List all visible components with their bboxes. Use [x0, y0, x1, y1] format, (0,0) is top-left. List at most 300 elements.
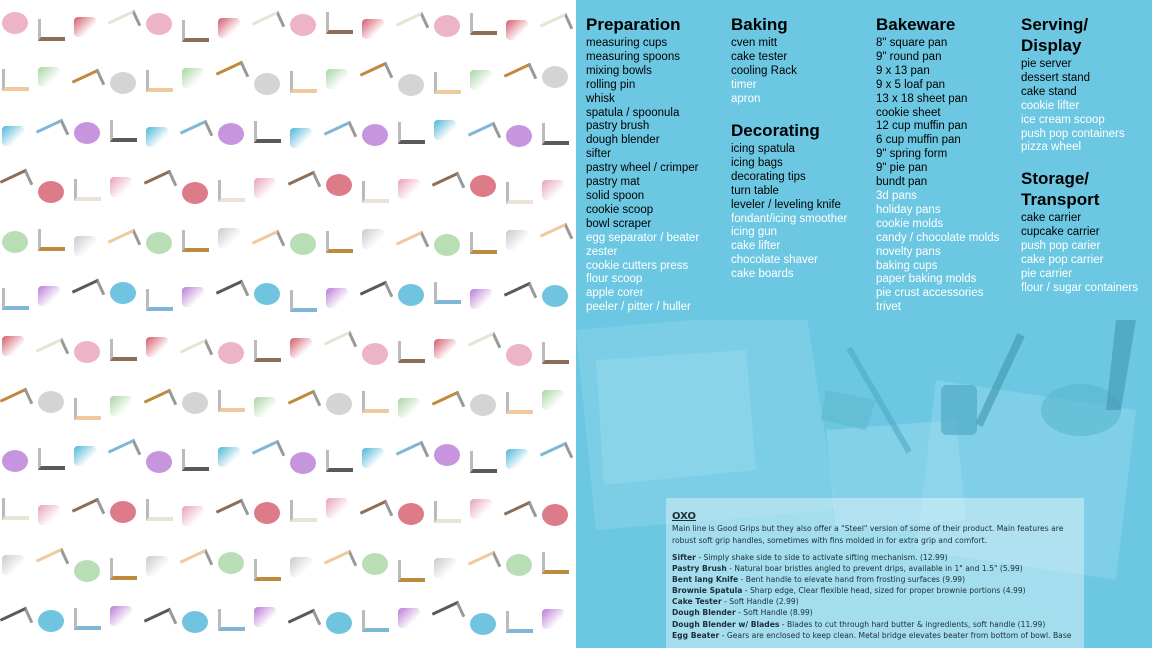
product-thumbnail: [362, 124, 388, 146]
oxo-intro: Main line is Good Grips but they also offer a "Steel" version of some of their product. Main features are robust soft grip handles, sometimes with fins molded in for extra grip and comfort.: [672, 524, 1064, 545]
oxo-item: [672, 552, 1084, 563]
category-item: cake tester: [731, 50, 788, 63]
product-thumbnail: [146, 232, 172, 254]
product-thumbnail: [254, 73, 280, 95]
category-title: Baking: [731, 15, 788, 34]
product-thumbnail: [38, 610, 64, 632]
product-thumbnail: [2, 498, 29, 520]
product-thumbnail: [108, 10, 141, 38]
oxo-item-desc: - Simply shake side to side to activate sifting mechanism. (12.99): [695, 553, 948, 562]
category-title: Serving/ Display: [1021, 15, 1089, 55]
product-row: [0, 324, 576, 378]
product-thumbnail: [542, 285, 568, 307]
category-item: solid spoon: [586, 189, 645, 202]
product-thumbnail: [180, 339, 213, 367]
category-item: pizza wheel: [1021, 141, 1082, 154]
product-thumbnail: [470, 13, 497, 35]
category-item: apron: [731, 92, 761, 105]
product-thumbnail: [290, 452, 316, 474]
product-thumbnail: [36, 119, 69, 147]
product-thumbnail: [110, 72, 136, 94]
product-thumbnail: [398, 503, 424, 525]
category-item: cookie cutters press: [586, 259, 689, 272]
category-item: cookie molds: [876, 217, 944, 230]
product-thumbnail: [504, 63, 537, 91]
category-item: measuring cups: [586, 37, 668, 49]
column-decorating: [731, 120, 847, 282]
category-item: cake stand: [1021, 85, 1077, 98]
category-item: icing gun: [731, 226, 778, 239]
category-list: [586, 37, 699, 315]
category-item: leveler / leveling knife: [731, 198, 841, 211]
product-thumbnail: [434, 15, 460, 37]
product-thumbnail: [434, 72, 461, 94]
product-thumbnail: [254, 178, 276, 198]
product-thumbnail: [506, 554, 532, 576]
scale-icon: [941, 385, 977, 435]
product-thumbnail: [506, 344, 532, 366]
product-thumbnail: [506, 230, 528, 250]
category-title: Preparation: [586, 15, 681, 34]
spatula-icon: [821, 390, 876, 430]
column-serving-display: [1021, 14, 1141, 155]
product-thumbnail: [542, 123, 569, 145]
product-row: [0, 540, 576, 594]
product-thumbnail: [74, 17, 96, 37]
category-title: Storage/ Transport: [1021, 169, 1100, 209]
product-thumbnail: [290, 71, 317, 93]
category-item: holiday pans: [876, 203, 941, 216]
category-item: baking cups: [876, 259, 938, 272]
product-thumbnail: [182, 392, 208, 414]
product-thumbnail: [2, 12, 28, 34]
product-row: [0, 54, 576, 108]
column-storage-transport: [1021, 168, 1146, 295]
brush-icon: [1106, 320, 1136, 410]
product-thumbnail: [38, 19, 65, 41]
category-item: timer: [731, 78, 757, 91]
product-thumbnail: [288, 390, 321, 418]
product-thumbnail: [398, 122, 425, 144]
product-thumbnail: [468, 122, 501, 150]
category-item: spatula / spoonula: [586, 106, 680, 119]
category-item: push pop carier: [1021, 239, 1101, 252]
product-thumbnail: [542, 609, 564, 629]
product-thumbnail: [0, 169, 33, 197]
oxo-item-desc: - Soft Handle (8.99): [735, 608, 813, 618]
product-row: [0, 162, 576, 216]
product-thumbnail: [218, 18, 240, 38]
category-item: pie crust accessories: [876, 287, 984, 300]
product-thumbnail: [360, 281, 393, 309]
product-thumbnail: [432, 172, 465, 200]
product-thumbnail: [2, 450, 28, 472]
product-thumbnail: [38, 181, 64, 203]
product-thumbnail: [290, 290, 317, 312]
product-thumbnail: [146, 289, 173, 311]
product-thumbnail: [326, 231, 353, 253]
category-item: cooling Rack: [731, 64, 797, 77]
product-thumbnail: [398, 179, 420, 199]
product-thumbnail: [74, 446, 96, 466]
product-thumbnail: [434, 234, 460, 256]
product-row: [0, 270, 576, 324]
product-thumbnail: [182, 287, 204, 307]
category-item: ice cream scoop: [1021, 113, 1105, 126]
product-thumbnail: [362, 448, 384, 468]
product-thumbnail: [290, 128, 312, 148]
product-thumbnail: [110, 606, 132, 626]
product-thumbnail: [398, 398, 420, 418]
product-row: [0, 594, 576, 648]
product-thumbnail: [2, 231, 28, 253]
product-thumbnail: [0, 388, 33, 416]
product-thumbnail: [362, 343, 388, 365]
category-item: 9" pie pan: [876, 162, 928, 175]
product-thumbnail: [324, 550, 357, 578]
product-thumbnail: [434, 501, 461, 523]
product-thumbnail: [146, 13, 172, 35]
product-thumbnail: [36, 338, 69, 366]
product-thumbnail: [182, 506, 204, 526]
product-thumbnail: [2, 69, 29, 91]
product-thumbnail: [0, 607, 33, 635]
category-item: pie carrier: [1021, 267, 1073, 280]
category-item: cookie lifter: [1021, 99, 1080, 112]
oxo-item-desc: - Soft Handle (2.99): [721, 597, 799, 607]
category-item: cven mitt: [731, 37, 778, 49]
product-thumbnail: [74, 179, 101, 201]
category-item: cake lifter: [731, 240, 781, 253]
product-thumbnail: [182, 449, 209, 471]
product-thumbnail: [72, 69, 105, 97]
column-preparation: [586, 14, 699, 315]
category-item: cookie scoop: [586, 203, 654, 216]
oxo-item-desc: - Blades to cut through hard butter & ingredients, soft handle (11.99): [779, 619, 1046, 629]
oxo-item: [672, 574, 1084, 585]
product-thumbnail: [362, 181, 389, 203]
product-thumbnail: [218, 123, 244, 145]
product-thumbnail: [324, 121, 357, 149]
category-item: whisk: [586, 92, 615, 105]
product-thumbnail: [182, 611, 208, 633]
oxo-item-desc: - Natural boar bristles angled to prevent drips, available in 1" and 1.5" (5.99): [726, 564, 1023, 574]
product-thumbnail: [362, 19, 384, 39]
product-thumbnail: [218, 552, 244, 574]
product-thumbnail: [108, 439, 141, 467]
product-thumbnail: [2, 555, 24, 575]
product-thumbnail: [360, 62, 393, 90]
product-thumbnail: [36, 548, 69, 576]
category-item: pastry wheel / crimper: [586, 162, 699, 175]
product-thumbnail: [396, 231, 429, 259]
category-item: rolling pin: [586, 78, 636, 91]
product-thumbnail: [398, 284, 424, 306]
product-thumbnail: [540, 13, 573, 41]
category-item: 9 x 5 loaf pan: [876, 78, 946, 91]
product-thumbnail: [182, 20, 209, 42]
category-item: flour scoop: [586, 273, 643, 286]
product-thumbnail: [290, 233, 316, 255]
product-row: [0, 216, 576, 270]
product-thumbnail: [146, 337, 168, 357]
oxo-item: [672, 607, 1084, 618]
product-thumbnail: [38, 286, 60, 306]
product-thumbnail: [38, 391, 64, 413]
product-thumbnail: [542, 504, 568, 526]
product-thumbnail: [432, 601, 465, 629]
product-thumbnail: [362, 610, 389, 632]
product-thumbnail: [542, 390, 564, 410]
product-thumbnail: [254, 559, 281, 581]
product-thumbnail: [362, 391, 389, 413]
product-thumbnail: [110, 339, 137, 361]
product-thumbnail: [110, 501, 136, 523]
oxo-item-desc: - Bent handle to elevate hand from frosting surfaces (9.99): [738, 575, 966, 585]
category-item: 13 x 18 sheet pan: [876, 92, 968, 105]
category-title: Bakeware: [876, 15, 956, 34]
product-thumbnail: [182, 230, 209, 252]
product-thumbnail: [254, 502, 280, 524]
product-thumbnail: [218, 180, 245, 202]
product-thumbnail: [146, 127, 168, 147]
product-thumbnail: [254, 397, 276, 417]
category-item: mixing bowls: [586, 64, 652, 77]
product-thumbnail: [72, 498, 105, 526]
category-item: push pop containers: [1021, 127, 1125, 140]
category-item: cake boards: [731, 268, 794, 281]
category-item: sifter: [586, 148, 611, 161]
product-thumbnail: [470, 394, 496, 416]
product-thumbnail: [216, 280, 249, 308]
product-thumbnail: [146, 556, 168, 576]
product-thumbnail: [398, 341, 425, 363]
category-item: 12 cup muffin pan: [876, 120, 968, 133]
product-thumbnail: [290, 500, 317, 522]
product-thumbnail: [38, 67, 60, 87]
oxo-title: OXO: [672, 511, 696, 522]
oxo-item-name: Dough Blender: [672, 608, 736, 618]
product-thumbnail: [326, 393, 352, 415]
product-thumbnail: [542, 66, 568, 88]
product-thumbnail: [470, 289, 492, 309]
product-thumbnail: [216, 499, 249, 527]
product-thumbnail: [290, 338, 312, 358]
oxo-item-name: Sifter: [672, 553, 696, 562]
oxo-item-name: Cake Tester: [672, 597, 722, 607]
product-thumbnail: [326, 498, 348, 518]
product-thumbnail: [434, 120, 456, 140]
product-thumbnail: [2, 288, 29, 310]
product-thumbnail: [254, 340, 281, 362]
category-list: [1021, 212, 1146, 295]
category-item: 9 x 13 pan: [876, 64, 930, 77]
product-thumbnail: [290, 14, 316, 36]
product-thumbnail: [74, 122, 100, 144]
oxo-item: [672, 563, 1084, 574]
product-thumbnail: [38, 505, 60, 525]
product-thumbnail: [506, 20, 528, 40]
category-item: bundt pan: [876, 176, 928, 189]
category-panel: [576, 0, 1152, 648]
product-row: [0, 108, 576, 162]
category-item: zester: [586, 245, 618, 258]
category-item: paper baking molds: [876, 273, 977, 286]
product-thumbnail: [288, 171, 321, 199]
category-item: cake carrier: [1021, 212, 1082, 224]
product-thumbnail: [470, 232, 497, 254]
category-item: pastry mat: [586, 176, 640, 189]
product-row: [0, 486, 576, 540]
product-thumbnail: [254, 121, 281, 143]
category-title: Decorating: [731, 121, 820, 140]
oxo-item-list: [672, 552, 1084, 641]
product-thumbnail: [182, 182, 208, 204]
category-item: decorating tips: [731, 170, 806, 183]
product-thumbnail: [218, 390, 245, 412]
product-thumbnail: [72, 279, 105, 307]
product-thumbnail: [326, 612, 352, 634]
product-thumbnail: [218, 342, 244, 364]
category-item: 9" spring form: [876, 148, 948, 161]
oxo-item: [672, 596, 1084, 607]
product-thumbnail: [326, 174, 352, 196]
product-thumbnail: [470, 175, 496, 197]
document-sheet: [596, 350, 756, 485]
column-bakeware: [876, 14, 999, 315]
product-thumbnail: [252, 11, 285, 39]
category-item: icing spatula: [731, 143, 795, 155]
product-thumbnail: [252, 440, 285, 468]
product-thumbnail: [470, 499, 492, 519]
oxo-item-name: Bent lang Knife: [672, 575, 739, 585]
oxo-item: [672, 630, 1084, 641]
product-thumbnail: [74, 398, 101, 420]
category-list: [731, 37, 797, 107]
category-item: measuring spoons: [586, 50, 680, 63]
product-thumbnail: [110, 396, 132, 416]
product-thumbnail: [506, 449, 528, 469]
category-item: dessert stand: [1021, 71, 1091, 84]
product-thumbnail: [110, 177, 132, 197]
category-item: 8" square pan: [876, 37, 948, 49]
product-thumbnail: [540, 223, 573, 251]
oxo-notes: [672, 511, 1084, 641]
product-thumbnail: [324, 331, 357, 359]
oxo-item-desc: - Sharp edge, Clear flexible head, sized for proper brownie portions (4.99): [742, 586, 1026, 596]
product-thumbnail: [468, 332, 501, 360]
product-thumbnail: [434, 558, 456, 578]
product-thumbnail: [542, 552, 569, 574]
oxo-item: [672, 585, 1084, 596]
product-thumbnail: [146, 499, 173, 521]
product-thumbnail: [362, 229, 384, 249]
product-thumbnail: [506, 182, 533, 204]
product-thumbnail: [146, 70, 173, 92]
category-item: pastry brush: [586, 120, 650, 133]
product-thumbnail: [38, 229, 65, 251]
category-item: egg separator / beater: [586, 231, 700, 244]
product-thumbnail: [2, 336, 24, 356]
product-thumbnail: [398, 74, 424, 96]
product-thumbnail: [110, 282, 136, 304]
category-item: peeler / pitter / huller: [586, 301, 691, 314]
category-item: 9" round pan: [876, 50, 942, 63]
category-item: turn table: [731, 184, 779, 197]
column-baking: [731, 14, 797, 107]
product-thumbnail: [432, 391, 465, 419]
oxo-item-name: Brownie Spatula: [672, 586, 743, 596]
category-item: 6 cup muffin pan: [876, 134, 961, 147]
product-thumbnail: [326, 69, 348, 89]
category-item: bowl scraper: [586, 217, 652, 230]
product-row: [0, 378, 576, 432]
product-thumbnail: [542, 342, 569, 364]
product-thumbnail: [218, 447, 240, 467]
product-thumbnail: [144, 170, 177, 198]
product-thumbnail: [146, 451, 172, 473]
product-thumbnail: [74, 560, 100, 582]
product-thumbnail: [398, 560, 425, 582]
product-thumbnail: [254, 283, 280, 305]
product-row: [0, 432, 576, 486]
category-list: [876, 37, 999, 315]
category-item: apple corer: [586, 287, 644, 300]
product-thumbnail: [506, 392, 533, 414]
category-list: [1021, 58, 1141, 155]
product-thumbnail: [506, 611, 533, 633]
product-thumbnail: [110, 558, 137, 580]
product-thumbnail: [468, 551, 501, 579]
product-thumbnail: [254, 607, 276, 627]
category-item: dough blender: [586, 134, 660, 147]
product-thumbnail: [326, 450, 353, 472]
oxo-item-name: Pastry Brush: [672, 564, 727, 574]
product-thumbnail: [434, 444, 460, 466]
product-thumbnail: [288, 609, 321, 637]
oxo-item-name: Egg Beater: [672, 630, 720, 640]
product-thumbnail: [470, 70, 492, 90]
product-thumbnail: [326, 12, 353, 34]
product-thumbnail: [218, 609, 245, 631]
product-thumbnail: [360, 500, 393, 528]
product-thumbnail: [506, 125, 532, 147]
product-thumbnail: [362, 553, 388, 575]
product-thumbnail: [504, 501, 537, 529]
category-item: candy / chocolate molds: [876, 231, 1000, 244]
product-thumbnail: [290, 557, 312, 577]
category-item: 3d pans: [876, 189, 917, 202]
product-thumbnail: [144, 389, 177, 417]
product-thumbnail: [110, 120, 137, 142]
product-thumbnail: [180, 120, 213, 148]
product-thumbnail: [252, 230, 285, 258]
category-item: icing bags: [731, 156, 783, 169]
product-thumbnail: [504, 282, 537, 310]
product-row: [0, 0, 576, 54]
category-item: flour / sugar containers: [1021, 281, 1138, 294]
category-item: pie server: [1021, 58, 1072, 70]
product-thumbnail: [38, 448, 65, 470]
product-thumbnail: [396, 441, 429, 469]
category-list: [731, 143, 847, 282]
oxo-item: [672, 619, 1084, 630]
product-thumbnail: [398, 608, 420, 628]
product-thumbnail: [2, 126, 24, 146]
category-item: cookie sheet: [876, 106, 941, 119]
category-item: fondant/icing smoother: [731, 212, 848, 225]
product-thumbnail: [180, 549, 213, 577]
